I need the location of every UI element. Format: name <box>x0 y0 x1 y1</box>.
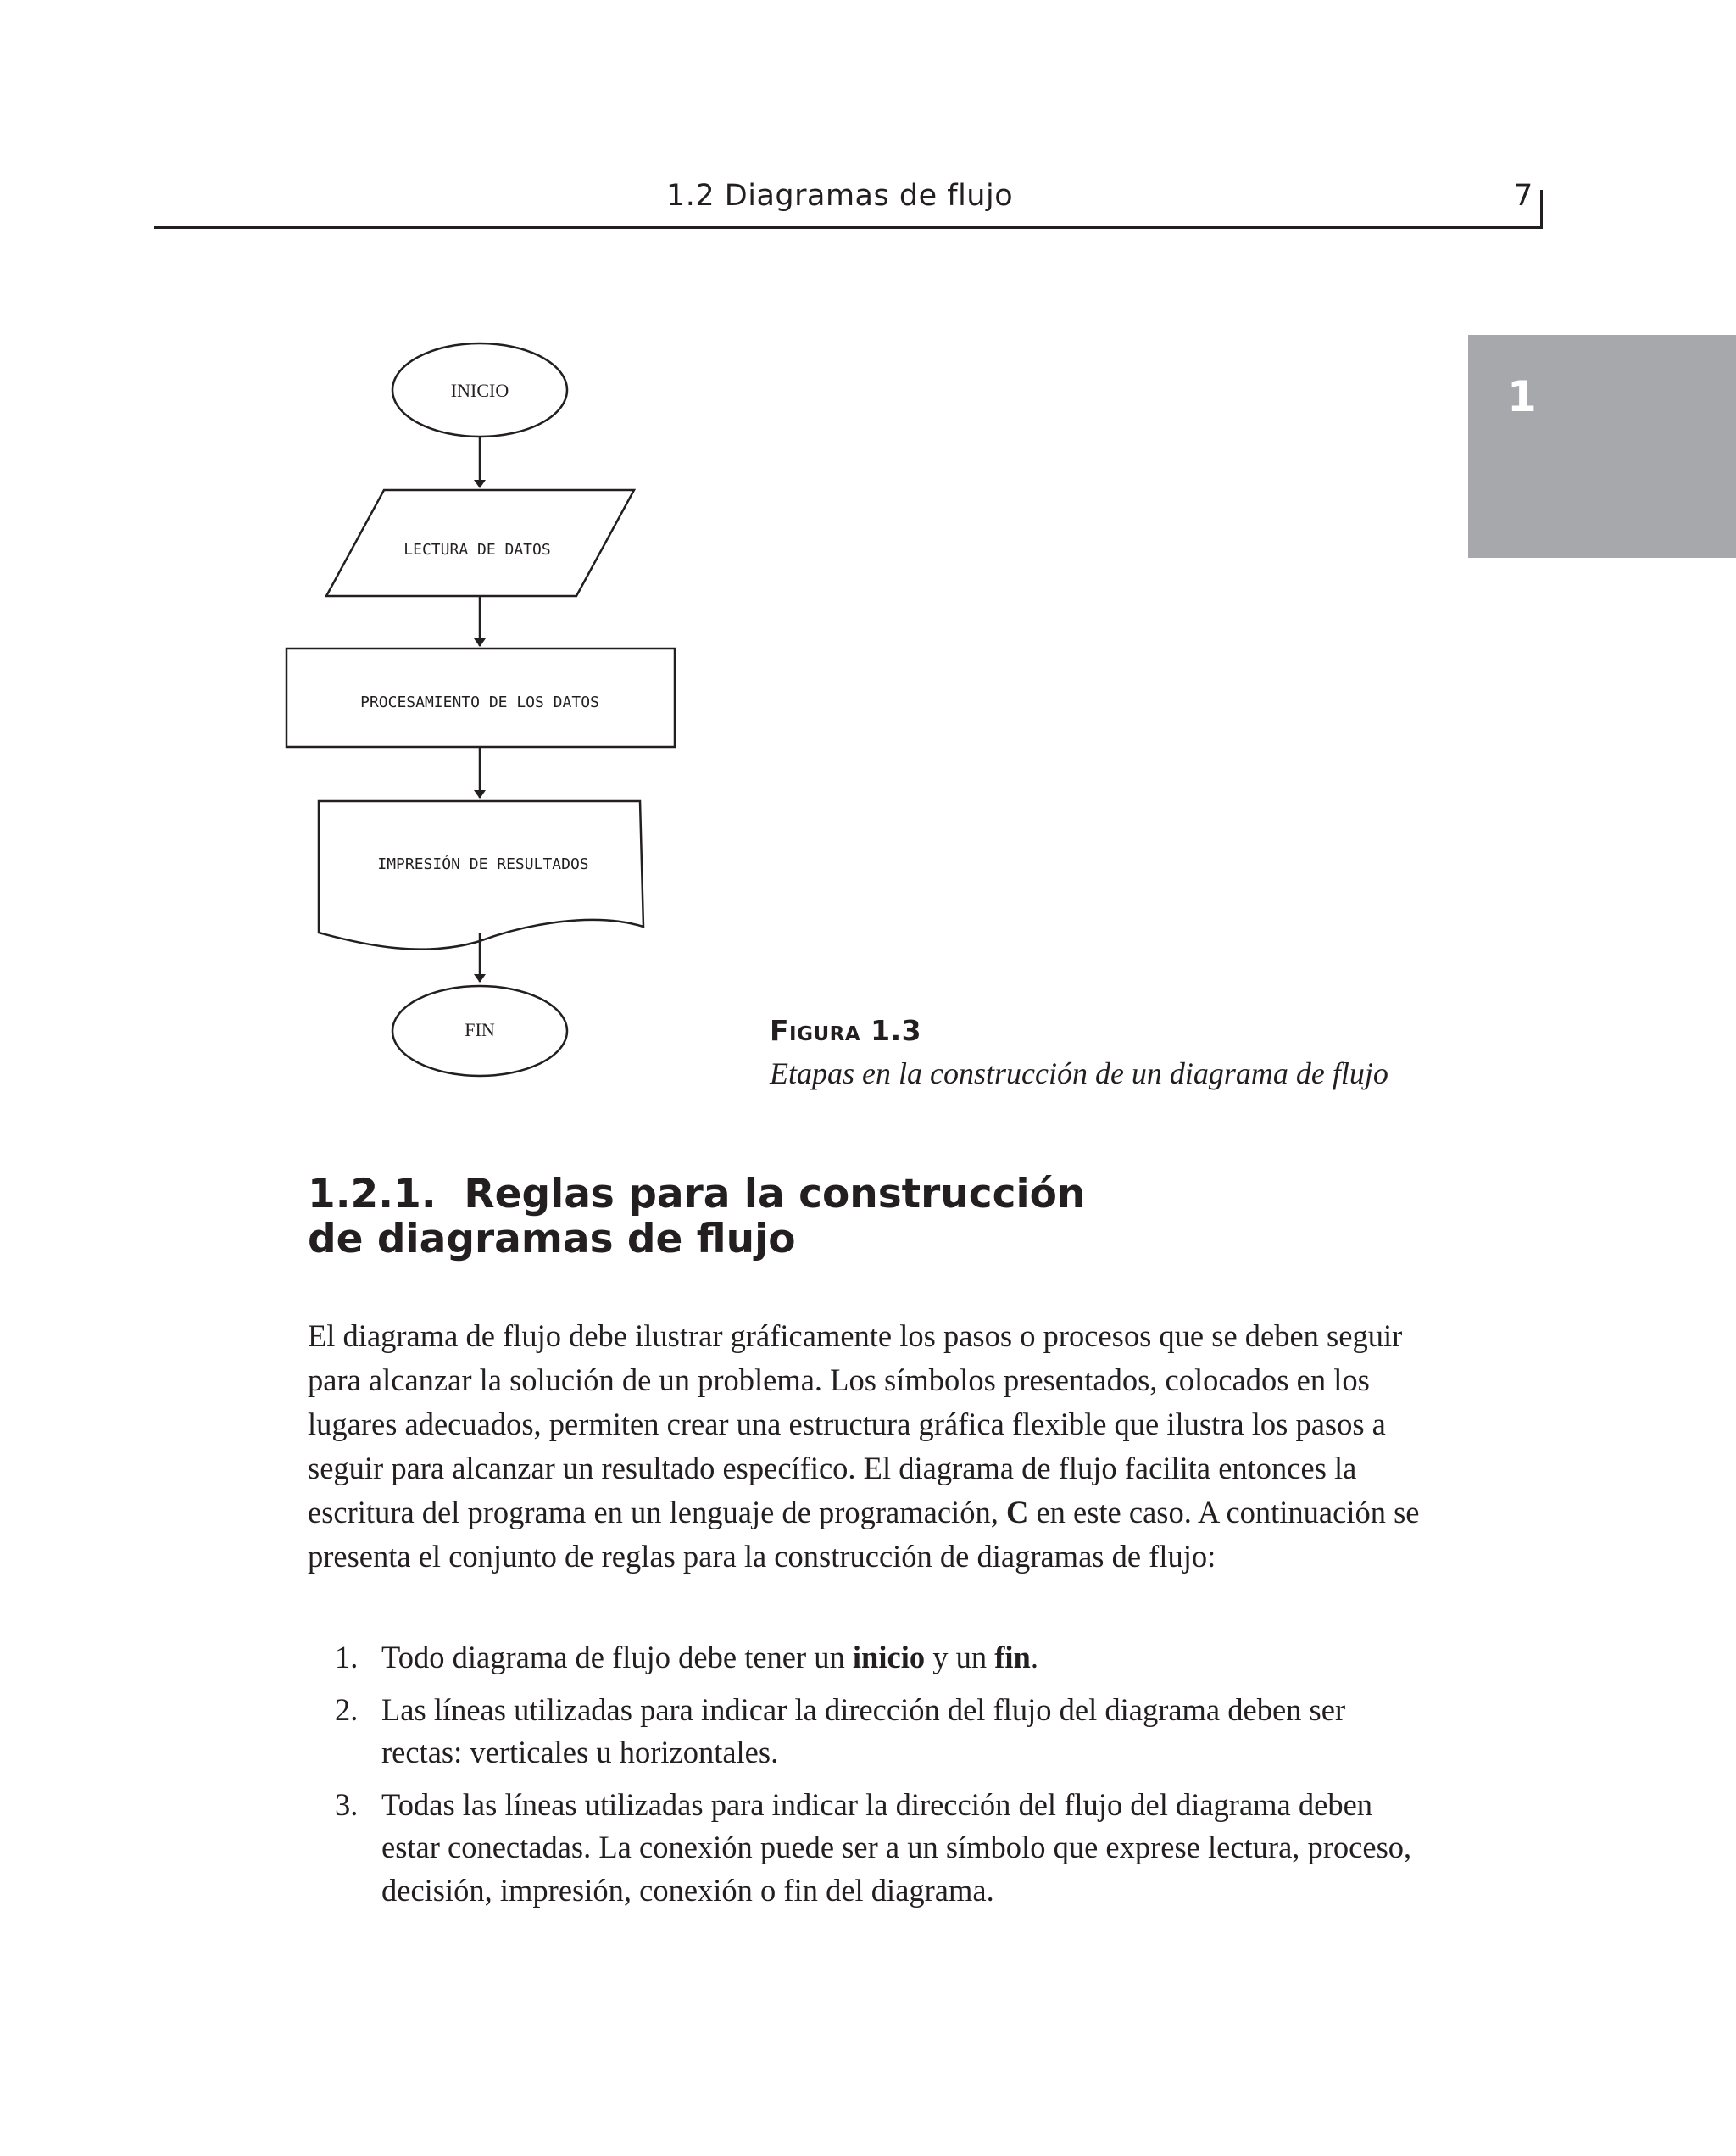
list-item <box>308 1784 1427 1913</box>
list-item-text: Todas las líneas utilizadas para indicar la dirección del flujo del diagrama deben estar conectadas. La conexión puede ser a un símbolo que exprese lectura, proceso, decisión, impresión, conexión o fin del diagrama. <box>381 1786 1412 1908</box>
end-label: FIN <box>465 1019 495 1040</box>
list-item-text: Todo diagrama de flujo debe tener un inicio y un fin. <box>381 1640 1038 1674</box>
list-item-number: 1. <box>335 1640 359 1674</box>
body-paragraph: El diagrama de flujo debe ilustrar gráficamente los pasos o procesos que se deben seguir para alcanzar la solución de un problema. Los símbolos presentados, colocados en los lugares adecuados, permiten crear una estructura gráfica flexible que ilustra los pasos a seguir para alcanzar un resultado específico. El diagrama de flujo facilita entonces la escritura del programa en un lenguaje de programación, C en este caso. A continuación se presenta el conjunto de reglas para la construcción de diagramas de flujo: <box>308 1318 1420 1574</box>
body-paragraph-block <box>308 1314 1427 1579</box>
list-item <box>308 1689 1427 1774</box>
rules-list <box>308 1636 1427 1921</box>
figure-caption-text: Etapas en la construcción de un diagrama de flujo <box>770 1056 1388 1090</box>
chapter-number: 1 <box>1507 372 1537 421</box>
list-item-text: Las líneas utilizadas para indicar la dirección del flujo del diagrama deben ser rectas: verticales u horizontales. <box>381 1691 1346 1769</box>
input-label: LECTURA DE DATOS <box>403 541 551 559</box>
list-item-number: 3. <box>335 1786 359 1822</box>
output-document-shape <box>319 801 643 950</box>
page-number: 7 <box>1514 179 1533 213</box>
running-header: 1.2 Diagramas de flujo <box>666 179 1014 213</box>
figure-caption-label: Figura 1.3 <box>770 1014 922 1047</box>
section-heading-line-1: 1.2.1. Reglas para la construcción <box>308 1171 1086 1217</box>
section-heading-line-2: de diagramas de flujo <box>308 1215 796 1262</box>
process-label: PROCESAMIENTO DE LOS DATOS <box>360 694 599 711</box>
start-label: INICIO <box>450 380 509 401</box>
list-item-number: 2. <box>335 1691 359 1727</box>
list-item <box>308 1636 1427 1680</box>
section-heading <box>308 1173 1325 1262</box>
output-label: IMPRESIÓN DE RESULTADOS <box>377 855 589 873</box>
